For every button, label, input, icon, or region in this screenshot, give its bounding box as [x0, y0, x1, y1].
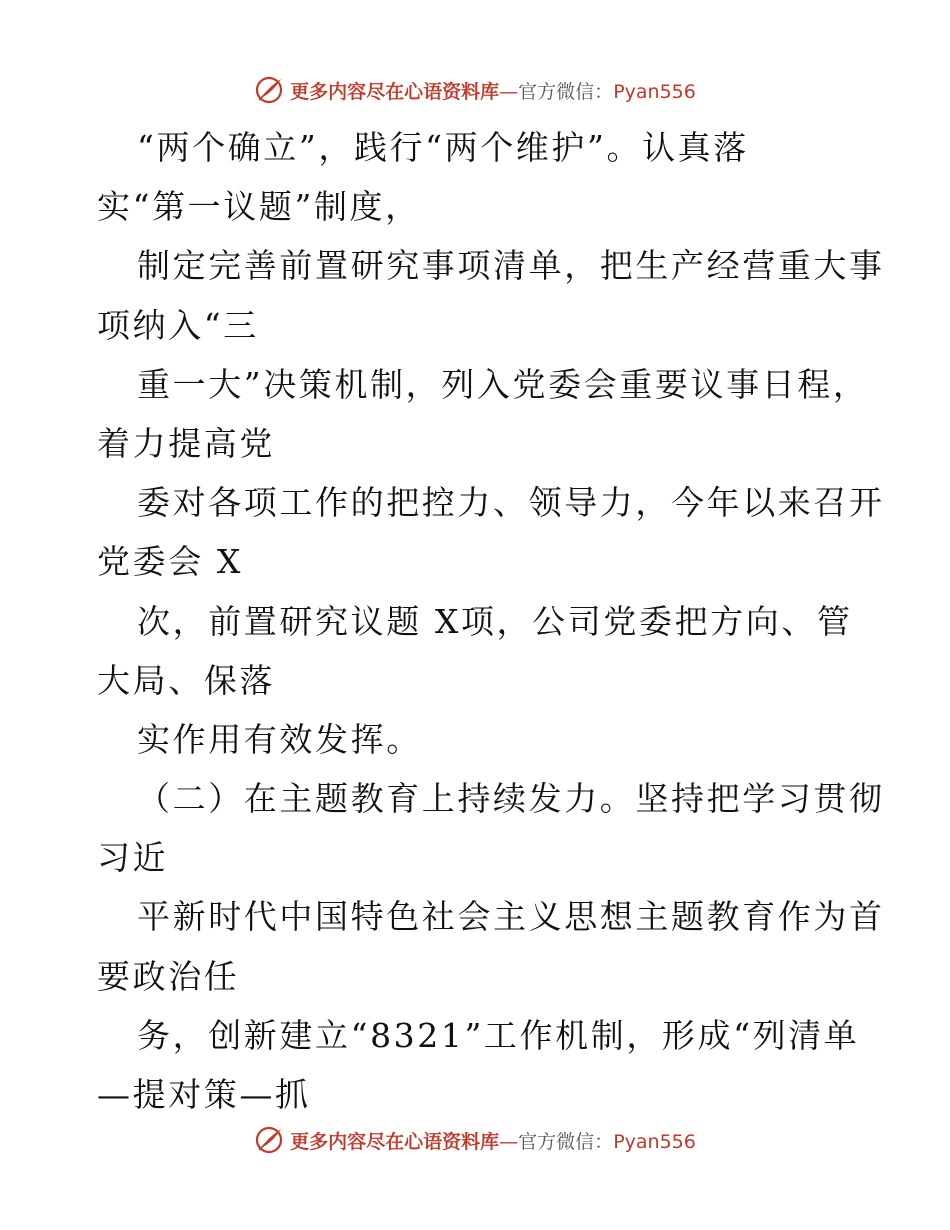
text-line: 平新时代中国特色社会主义思想主题教育作为首 — [137, 897, 885, 937]
text-line: 要政治任 — [97, 956, 240, 996]
text-line: 习近 — [97, 838, 169, 878]
text-line: 委对各项工作的把控力、领导力，今年以来召开 — [137, 483, 885, 523]
document-body — [97, 118, 885, 1124]
watermark-brand: 更多内容尽在心语资料库 — [290, 80, 500, 103]
watermark-text — [290, 77, 696, 104]
text-line: 党委会 X — [97, 542, 243, 582]
watermark-dash: — — [499, 80, 519, 103]
watermark-brand: 更多内容尽在心语资料库 — [290, 1130, 500, 1153]
section-heading-line: （二）在主题教育上持续发力。坚持把学习贯彻 — [137, 779, 885, 819]
text-line: 大局、保落 — [97, 660, 275, 700]
header-watermark — [0, 70, 950, 110]
text-line: 实“第一议题”制度， — [97, 187, 421, 227]
text-line: 着力提高党 — [97, 423, 275, 463]
watermark-account: Pyan556 — [613, 80, 696, 103]
text-line: “两个确立”，践行“两个维护”。认真落 — [137, 128, 749, 167]
text-line: 次，前置研究议题 X项，公司党委把方向、管 — [137, 601, 853, 641]
feather-pen-circle-icon — [254, 1125, 284, 1155]
text-line: —提对策—抓 — [97, 1075, 311, 1114]
watermark-dash: — — [499, 1130, 519, 1153]
text-line: 实作用有效发挥。 — [137, 719, 422, 759]
text-line: 重一大”决策机制，列入党委会重要议事日程， — [137, 364, 869, 404]
watermark-account: Pyan556 — [613, 1130, 696, 1153]
watermark-official-label: 官方微信： — [518, 1130, 614, 1153]
footer-watermark — [0, 1120, 950, 1160]
text-line: 项纳入“三 — [97, 305, 259, 345]
text-line: 制定完善前置研究事项清单，把生产经营重大事 — [137, 246, 885, 286]
text-line: 务，创新建立“8321”工作机制，形成“列清单 — [137, 1015, 860, 1055]
watermark-official-label: 官方微信： — [518, 80, 614, 103]
watermark-text — [290, 1127, 696, 1154]
feather-pen-circle-icon — [254, 75, 284, 105]
